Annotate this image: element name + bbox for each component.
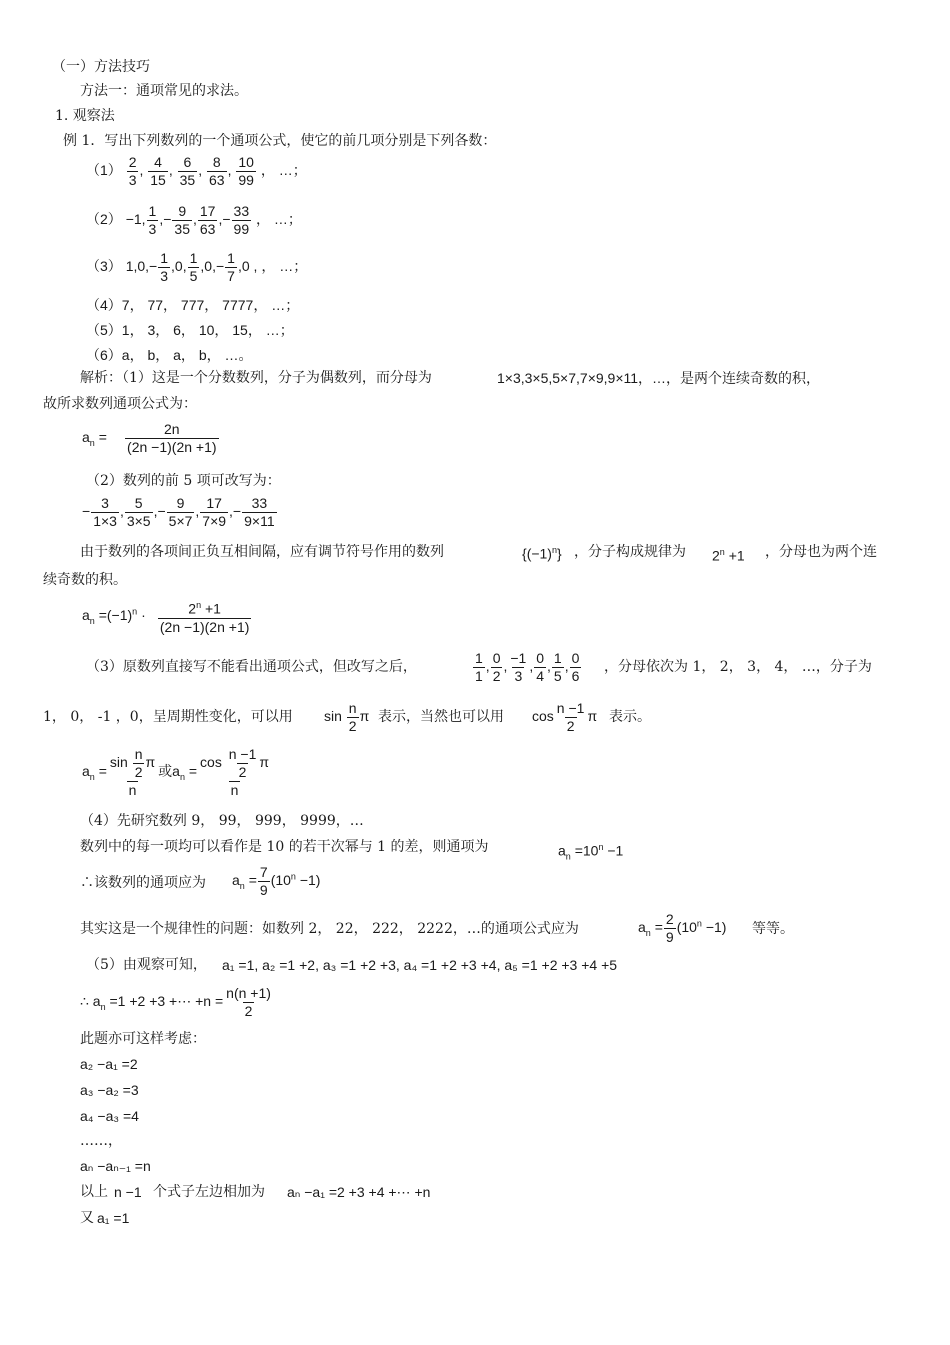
sequence-2: （2） −1, $\frac{1}{3}$ ,− $\frac{9}{35}$ , $\frac{17}{63}$ ,− $\frac{33}{99}$ ， …； xyxy=(86,203,302,237)
fraction: $\frac{2n}{(2n -1)(2n +1)}$ xyxy=(127,421,217,455)
fraction: $\frac{6}{35}$ xyxy=(179,154,196,188)
formula-3: $a_n$ = sin $\frac{n}{2}$ π n 或$a_n$ = cos $\frac{n -1}{2}$ π n xyxy=(82,746,270,798)
fraction: $\frac{10}{99}$ xyxy=(238,154,254,188)
method-one: 方法一：通项常见的求法。 xyxy=(80,83,248,99)
analysis-1-products: 1×3,3×5,5×7,7×9,9×11，…，是两个连续奇数的积， xyxy=(497,370,821,386)
analysis-2: （2）数列的前 5 项可改写为： xyxy=(86,473,281,489)
analysis-5b: 此题亦可这样考虑： xyxy=(80,1031,206,1047)
analysis-5c: ……， xyxy=(80,1133,122,1149)
formula-4a: $a_n =10^n -1$ xyxy=(558,842,624,862)
formula-4b: $a_n$ = $\frac{7}{9}$ $(10^n -1)$ xyxy=(232,864,321,898)
fraction: $\frac{-1}{3}$ xyxy=(510,650,527,684)
analysis-2b: 由于数列的各项间正负互相间隔，应有调节符号作用的数列 xyxy=(80,544,444,560)
analysis-5: （5）由观察可知， xyxy=(86,957,207,973)
fraction: $\frac{5}{3\times 5}$ xyxy=(126,495,151,529)
analysis-3d: 表示，当然也可以用 xyxy=(378,709,504,725)
example-one: 例 1．写出下列数列的一个通项公式，使它的前几项分别是下列各数： xyxy=(63,133,497,149)
analysis-3e: 表示。 xyxy=(609,709,651,725)
math-text: −1, xyxy=(125,211,146,228)
analysis-1: 解析：（1）这是一个分数数列，分子为偶数列，而分母为 xyxy=(80,370,432,386)
formula-2: $a_n =(-1)^n$ · $\frac{2^n +1}{(2n -1)(2n +1)}$ xyxy=(82,597,260,636)
item-label: （2） xyxy=(86,211,122,228)
math-text: ,0, xyxy=(171,258,187,275)
fraction: $\frac{9}{5\times 7}$ xyxy=(168,495,193,529)
sin-expression: sin $\frac{n}{2}$ π xyxy=(324,700,370,734)
sequence-4: （4）7， 77， 777， 7777， …； xyxy=(86,297,300,313)
analysis-3: （3）原数列直接写不能看出通项公式，但改写之后， xyxy=(86,659,417,675)
fraction: $\frac{9}{35}$ xyxy=(174,203,190,237)
sequence-5-terms: a₁ =1, a₂ =1 +2, a₃ =1 +2 +3, a₄ =1 +2 +3 +4, a₅ =1 +2 +3 +4 +5 xyxy=(222,957,618,973)
fraction: $\frac{1}{5}$ xyxy=(189,250,198,284)
fraction: $\frac{1}{3}$ xyxy=(160,250,169,284)
difference-3: a₄ −a₃ =4 xyxy=(80,1108,139,1124)
sequence-2-rewrite: − $\frac{3}{1\times 3}$ , $\frac{5}{3\times 5}$ ,− $\frac{9}{5\times 7}$ , $\frac{17}{7\times 9}$ ,− $\frac{33}{9\times 11}$ xyxy=(82,495,275,529)
fraction: $\frac{0}{6}$ xyxy=(571,650,580,684)
analysis-4d: 其实这是一个规律性的问题：如数列 2， 22， 222， 2222，…的通项公式应为 xyxy=(80,921,579,937)
formula-1: $a_n$ = $\frac{2n}{(2n -1)(2n +1)}$ xyxy=(82,421,233,456)
fraction: $\frac{2^n +1}{(2n -1)(2n +1)}$ xyxy=(159,600,250,635)
analysis-4: （4）先研究数列 9， 99， 999， 9999，… xyxy=(80,813,364,829)
sequence-5: （5）1， 3， 6， 10， 15， …； xyxy=(86,322,294,338)
a1-value: a₁ =1 xyxy=(97,1210,130,1226)
analysis-5f: 又 xyxy=(80,1210,94,1226)
analysis-3b: ，分母依次为 1， 2， 3， 4， …，分子为 xyxy=(604,659,872,675)
section-heading: （一）方法技巧 xyxy=(52,59,150,75)
fraction: $\frac{17}{7\times 9}$ xyxy=(202,495,227,529)
fraction: $\frac{17}{63}$ xyxy=(199,203,216,237)
formula-4c: $a_n$ = $\frac{2}{9}$ $(10^n -1)$ xyxy=(638,911,727,945)
fraction: $\frac{33}{9\times 11}$ xyxy=(244,495,275,529)
subsection-observation: 1. 观察法 xyxy=(55,108,115,124)
ellipsis: ， …； xyxy=(256,211,302,228)
sequence-3-rewrite: $\frac{1}{1}$ , $\frac{0}{2}$ , $\frac{-1}{3}$ , $\frac{0}{4}$ , $\frac{1}{5}$ , $\frac{0}{6}$ xyxy=(475,650,580,684)
fraction: $\frac{8}{63}$ xyxy=(208,154,225,188)
sequence-3: （3） 1,0,− $\frac{1}{3}$ ,0, $\frac{1}{5}$ ,0,− $\frac{1}{7}$ ,0 , ， …； xyxy=(86,250,308,284)
sequence-6: （6）a， b， a， b， …。 xyxy=(86,347,253,363)
analysis-2d: ，分母也为两个连 xyxy=(765,544,877,560)
fraction: $\frac{4}{15}$ xyxy=(150,154,166,188)
ellipsis: ， …； xyxy=(261,258,308,275)
analysis-4b: 数列中的每一项均可以看作是 10 的若干次幂与 1 的差，则通项为 xyxy=(80,839,489,855)
fraction: $\frac{0}{2}$ xyxy=(492,650,501,684)
fraction: $\frac{2}{9}$ xyxy=(665,911,674,945)
ellipsis: ， …； xyxy=(260,162,307,179)
math-text: ,0, xyxy=(200,258,216,275)
cos-expression: cos $\frac{n -1}{2}$ π xyxy=(532,700,598,734)
item-label: （3） xyxy=(86,258,122,275)
difference-2: a₃ −a₂ =3 xyxy=(80,1082,139,1098)
difference-n: aₙ −aₙ₋₁ =n xyxy=(80,1158,151,1174)
fraction: $\frac{1}{3}$ xyxy=(148,203,157,237)
numerator-rule: 2$^n$ +1 xyxy=(712,547,745,564)
fraction: $\frac{0}{4}$ xyxy=(536,650,545,684)
fraction: sin $\frac{n}{2}$ π n xyxy=(109,746,156,798)
formula-5: ∴ $a_n =1 +2 +3$ +⋯ +n = $\frac{n(n +1)}{2}$ xyxy=(80,985,271,1019)
item-label: （1） xyxy=(86,162,122,179)
analysis-1-cont: 故所求数列通项公式为： xyxy=(43,396,197,412)
analysis-2e: 续奇数的积。 xyxy=(43,572,127,588)
analysis-5e: 个式子左边相加为 xyxy=(153,1184,265,1200)
analysis-5d: 以上 xyxy=(80,1184,108,1200)
fraction: $\frac{2}{3}$ xyxy=(128,154,137,188)
sign-sequence: $\{(-1)^n\}$ xyxy=(522,545,562,562)
math-text: 1,0, xyxy=(125,258,150,275)
fraction: $\frac{1}{1}$ xyxy=(475,650,483,684)
analysis-3c: 1， 0， -1 ，0，呈周期性变化，可以用 xyxy=(43,709,293,725)
analysis-2c: ，分子构成规律为 xyxy=(574,544,686,560)
n-minus-1: n −1 xyxy=(114,1184,142,1200)
fraction: $\frac{n(n +1)}{2}$ xyxy=(226,985,271,1019)
analysis-4e: 等等。 xyxy=(752,921,794,937)
fraction: $\frac{3}{1\times 3}$ xyxy=(93,495,117,529)
fraction: $\frac{1}{5}$ xyxy=(553,650,562,684)
fraction: $\frac{1}{7}$ xyxy=(227,250,235,284)
fraction: $\frac{n -1}{2}$ xyxy=(556,700,585,734)
math-text: ,0 , xyxy=(237,258,258,275)
sequence-1: （1） $\frac{2}{3}$ , $\frac{4}{15}$ , $\frac{6}{35}$ , $\frac{8}{63}$ , $\frac{10}{99}$ ， …； xyxy=(86,154,307,188)
fraction: cos $\frac{n -1}{2}$ π n xyxy=(200,746,270,798)
fraction: $\frac{7}{9}$ xyxy=(259,864,268,898)
fraction: $\frac{33}{99}$ xyxy=(233,203,250,237)
difference-1: a₂ −a₁ =2 xyxy=(80,1056,138,1072)
fraction: $\frac{n}{2}$ xyxy=(348,700,357,734)
sum-all: aₙ −a₁ =2 +3 +4 +⋯ +n xyxy=(287,1184,431,1200)
analysis-4c: ∴该数列的通项应为 xyxy=(80,875,206,891)
